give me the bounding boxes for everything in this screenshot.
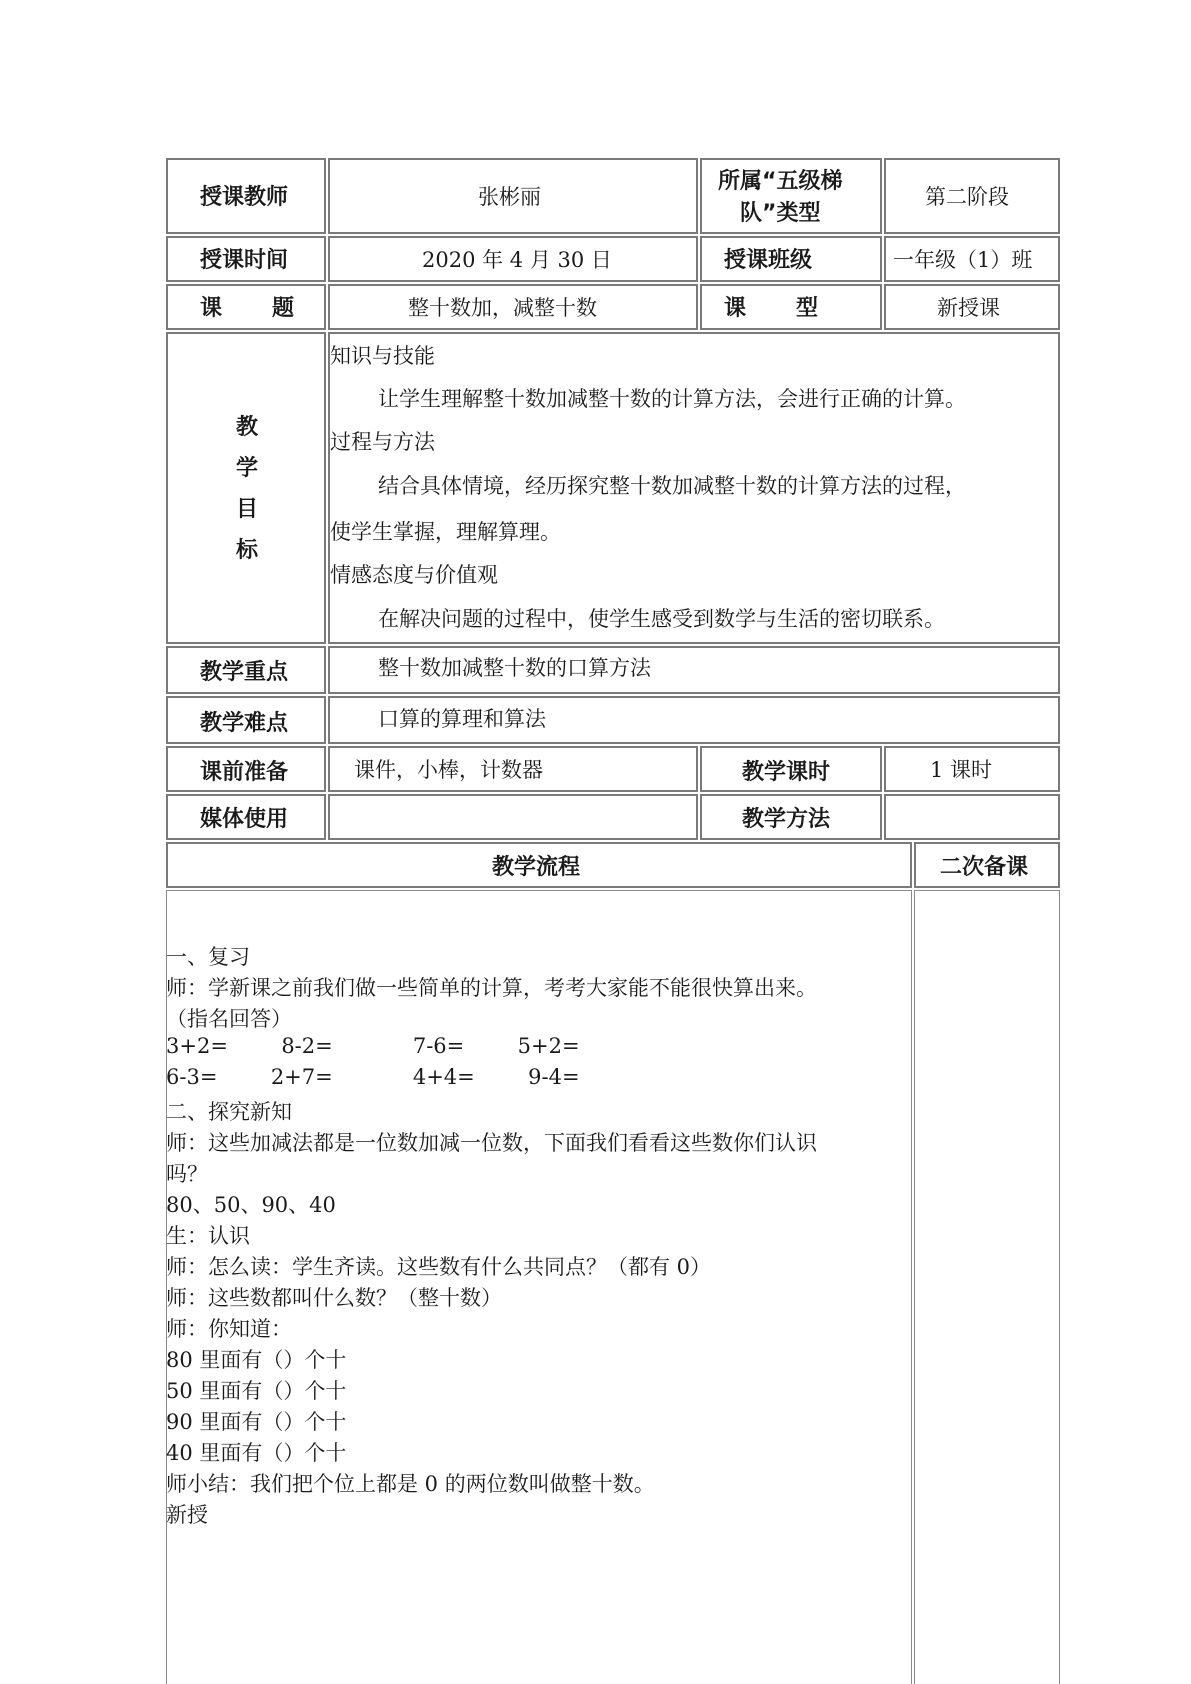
goals-label-char: 教 bbox=[236, 415, 259, 440]
flow-line: 生：认识 bbox=[166, 1224, 250, 1248]
goals-label-char: 标 bbox=[236, 538, 259, 563]
flow-line: 师：这些数都叫什么数？（整十数） bbox=[166, 1286, 502, 1310]
goals-heading: 知识与技能 bbox=[330, 344, 435, 368]
second-prep-area bbox=[914, 890, 1060, 1684]
goals-text: 使学生掌握，理解算理。 bbox=[330, 520, 561, 544]
goals-text: 让学生理解整十数加减整十数的计算方法，会进行正确的计算。 bbox=[378, 387, 966, 411]
flow-line: 新授 bbox=[166, 1503, 208, 1527]
flow-line: 师：这些加减法都是一位数加减一位数，下面我们看看这些数你们认识 bbox=[166, 1131, 817, 1155]
teacher-value: 张彬丽 bbox=[478, 185, 541, 209]
lesson-type-value: 新授课 bbox=[937, 296, 1000, 320]
topic-value: 整十数加，减整十数 bbox=[408, 296, 597, 320]
flow-line: 90 里面有（）个十 bbox=[166, 1410, 347, 1434]
prep-label: 课前准备 bbox=[200, 760, 289, 785]
flow-line: 吗？ bbox=[166, 1162, 208, 1186]
difficulty-value: 口算的算理和算法 bbox=[378, 707, 546, 731]
goals-text: 结合具体情境，经历探究整十数加减整十数的计算方法的过程， bbox=[378, 474, 966, 498]
flow-line: 师：学新课之前我们做一些简单的计算，考考大家能不能很快算出来。 bbox=[166, 976, 817, 1000]
teacher-label: 授课教师 bbox=[200, 185, 289, 210]
media-label: 媒体使用 bbox=[200, 807, 289, 832]
lesson-type-label-b: 型 bbox=[796, 296, 819, 321]
goals-heading: 过程与方法 bbox=[330, 430, 435, 454]
prep-value: 课件，小棒，计数器 bbox=[354, 758, 543, 782]
goals-label-char: 学 bbox=[236, 456, 259, 481]
cell-goals-label bbox=[166, 332, 326, 644]
type-label-line1: 所属“五级梯 bbox=[718, 169, 843, 194]
cell-media-value bbox=[328, 794, 698, 840]
topic-label-b: 题 bbox=[272, 296, 295, 321]
time-label: 授课时间 bbox=[200, 248, 289, 273]
flow-line: 50 里面有（）个十 bbox=[166, 1379, 347, 1403]
goals-text: 在解决问题的过程中，使学生感受到数学与生活的密切联系。 bbox=[378, 607, 945, 631]
hours-label: 教学课时 bbox=[742, 760, 831, 785]
flow-line: 师小结：我们把个位上都是 0 的两位数叫做整十数。 bbox=[166, 1472, 655, 1496]
flow-line: （指名回答） bbox=[166, 1007, 292, 1031]
flow-line: 40 里面有（）个十 bbox=[166, 1441, 347, 1465]
lesson-type-label-a: 课 bbox=[724, 296, 747, 321]
keypoint-label: 教学重点 bbox=[200, 660, 289, 685]
flow-line: 80、50、90、40 bbox=[166, 1193, 336, 1217]
flow-line: 一、复习 bbox=[166, 945, 250, 969]
method-label: 教学方法 bbox=[742, 807, 831, 832]
cell-topic-label bbox=[166, 284, 326, 330]
flow-line: 3+2= 8-2= 7-6= 5+2= bbox=[166, 1034, 580, 1058]
hours-value: 1 课时 bbox=[930, 758, 993, 782]
keypoint-value: 整十数加减整十数的口算方法 bbox=[378, 656, 651, 680]
type-value: 第二阶段 bbox=[925, 185, 1009, 209]
cell-method-value bbox=[884, 794, 1060, 840]
class-value: 一年级（1）班 bbox=[893, 248, 1033, 272]
flow-line: 师：怎么读：学生齐读。这些数有什么共同点？（都有 0） bbox=[166, 1255, 712, 1279]
flow-line: 师：你知道： bbox=[166, 1317, 292, 1341]
difficulty-label: 教学难点 bbox=[200, 711, 289, 736]
flow-line: 6-3= 2+7= 4+4= 9-4= bbox=[166, 1065, 580, 1089]
topic-label-a: 课 bbox=[200, 296, 223, 321]
class-label: 授课班级 bbox=[724, 248, 813, 273]
flow-line: 80 里面有（）个十 bbox=[166, 1348, 347, 1372]
goals-label-char: 目 bbox=[236, 497, 259, 522]
type-label-line2: 队”类型 bbox=[740, 201, 821, 226]
flow-title: 教学流程 bbox=[492, 855, 581, 880]
time-value: 2020 年 4 月 30 日 bbox=[422, 248, 612, 272]
second-prep-title: 二次备课 bbox=[940, 855, 1029, 880]
flow-line: 二、探究新知 bbox=[166, 1100, 292, 1124]
goals-heading: 情感态度与价值观 bbox=[330, 563, 498, 587]
